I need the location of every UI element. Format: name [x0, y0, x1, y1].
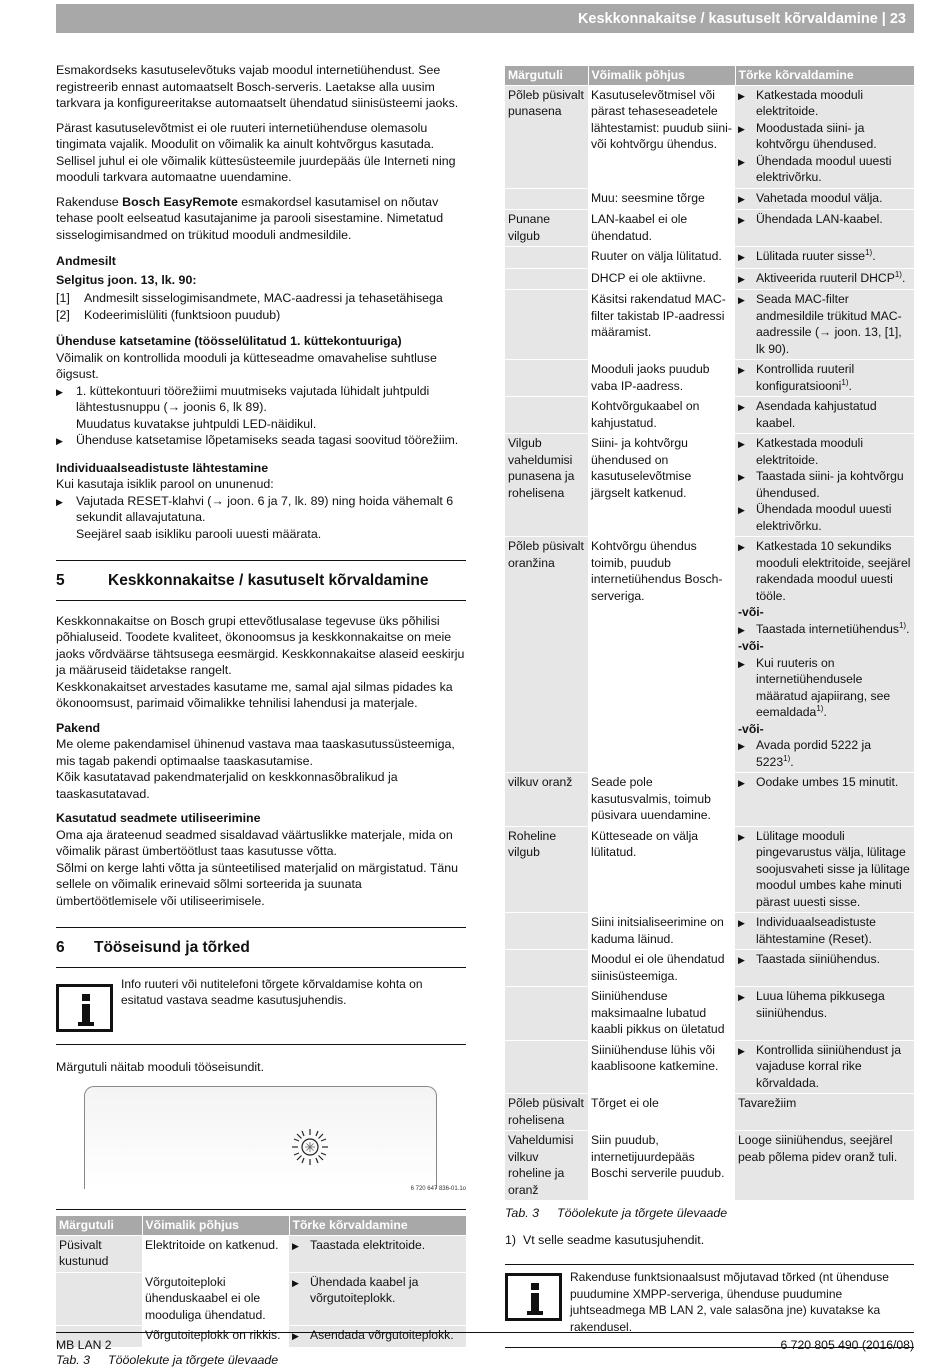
cell-cause: Elektritoide on katkenud.: [142, 1235, 289, 1272]
bullet-triangle-icon: ▶: [292, 1240, 299, 1251]
p3-text-c: esmakordsel kasutamisel on nõutav tehase poolt eelseatud kasutajanime ja parooli sisestamine. Nimetatud sisselogimisandmed on trükitud mooduli andmesildile.: [56, 194, 444, 242]
remedy-text: [756, 398, 911, 431]
table-row: [505, 210, 914, 247]
test-intro: Võimalik on kontrollida mooduli ja kütteseadme omavahelise suhtluse õigsust.: [56, 350, 437, 381]
remedy-text-main: Vahetada moodul välja.: [756, 190, 883, 205]
cell-cause: DHCP ei ole aktiivne.: [588, 268, 735, 290]
cell-cause: Siini- ja kohtvõrgu ühendused on kasutuselevõtmise järgselt katkenud.: [588, 434, 735, 537]
footnote-ref: 1): [894, 269, 902, 279]
or-separator: -või-: [738, 605, 764, 619]
footnote-number: 1): [505, 1232, 517, 1247]
bullet-triangle-icon: ▶: [738, 1045, 745, 1056]
cell-cause: Seade pole kasutusvalmis, toimub püsivara uuendamine.: [588, 773, 735, 827]
remedy-text-main: Katkestada mooduli elektritoide.: [756, 87, 864, 118]
cell-indicator: [505, 913, 588, 950]
caption-text: Tööolekute ja tõrgete ülevaade: [108, 1352, 279, 1367]
footnote-ref: 1): [898, 620, 907, 630]
info-text: Info ruuteri või nutitelefoni tõrgete kõrvaldamise kohta on esitatud vastava seadme kasutusjuhendis.: [121, 976, 423, 1007]
remedy-text: [756, 828, 911, 911]
cell-indicator: [505, 268, 588, 290]
caption-number: Tab. 3: [56, 1352, 90, 1367]
bullet-triangle-icon: ▶: [292, 1331, 299, 1341]
remedy-text-main: Taastada siini- ja kohtvõrgu ühendused.: [756, 469, 904, 500]
bullet-triangle-icon: ▶: [738, 365, 745, 375]
remedy-text: [756, 248, 876, 266]
remedy-text-end: .: [790, 754, 794, 769]
bullet-triangle-icon: ▶: [738, 215, 745, 225]
bullet-triangle-icon: ▶: [738, 439, 745, 449]
figure-code: 6 720 647 836-01.1o: [410, 1185, 466, 1192]
remedy-text: [756, 211, 883, 229]
reset-heading: Individuaalseadistuste lähtestamine: [56, 460, 269, 475]
cell-indicator: Vaheldumisi vilkuv roheline ja oranž: [505, 1131, 588, 1201]
cell-remedy: [735, 826, 914, 913]
section-number: 6: [56, 939, 65, 956]
remedy-text-main: Aktiveerida ruuteril DHCP: [756, 270, 895, 285]
remedy-text-main: Taastada elektritoide.: [310, 1237, 426, 1252]
remedy-text-end: .: [906, 621, 910, 636]
table-row: [505, 268, 914, 290]
remedy-text-main: Ühendada moodul uuesti elektrivõrku.: [756, 153, 892, 184]
cell-cause: Siiniühenduse maksimaalne lubatud kaabli pikkus on ületatud: [588, 987, 735, 1041]
cell-cause: LAN-kaabel ei ole ühendatud.: [588, 210, 735, 247]
remedy-text-main: Seada MAC-filter andmesildile trükitud MAC-aadressile (→ joon. 13, [1], lk 90).: [756, 292, 902, 356]
bullet-triangle-icon: ▶: [738, 542, 745, 552]
bullet-triangle-icon: ▶: [738, 658, 745, 669]
cell-remedy: [735, 268, 914, 290]
remedy-text-main: Katkestada 10 sekundiks mooduli elektritoide, seejärel rakendada moodul uuesti tööle.: [756, 539, 911, 603]
page-header: [56, 4, 914, 33]
remedy-text: [756, 270, 905, 288]
led-figure: [56, 1083, 466, 1197]
cell-remedy: [735, 773, 914, 827]
intro-paragraph-3: [56, 194, 466, 244]
bullet-triangle-icon: ▶: [738, 741, 745, 751]
remedy-text: [756, 468, 911, 501]
bullet-triangle-icon: ▶: [738, 472, 745, 482]
cell-remedy: [289, 1272, 466, 1326]
remedy-text-main: Ühendada kaabel ja võrgutoiteplokk.: [310, 1274, 419, 1305]
right-column: [505, 66, 914, 1362]
remedy-text-main: Oodake umbes 15 minutit.: [756, 775, 899, 789]
remedy-text-main: Ühendada moodul uuesti elektrivõrku.: [756, 502, 892, 533]
cell-indicator: [505, 360, 588, 397]
bullet-triangle-icon: ▶: [738, 273, 745, 284]
remedy-bullet: [738, 988, 911, 1021]
table-row: [505, 1131, 914, 1201]
remedy-text-main: Kui ruuteris on internetiühendusele määratud ajapiirang, see eemaldada: [756, 655, 891, 719]
cell-indicator: [505, 1040, 588, 1094]
remedy-text-main: Lülitage mooduli pingevarustus välja, lülitage soojusvaheti sisse ja lülitage moodul umbes kahe minuti pärast uuesti sisse.: [756, 828, 910, 909]
cell-indicator: [505, 290, 588, 360]
cell-remedy: [735, 1040, 914, 1094]
col-header: Võimalik põhjus: [142, 1216, 289, 1235]
table-row: [505, 434, 914, 537]
pakend-heading: Pakend: [56, 720, 101, 735]
remedy-bullet: [738, 248, 911, 266]
test-bullet-1: [56, 383, 466, 433]
reset-intro: Kui kasutaja isiklik parool on ununenud:: [56, 477, 274, 491]
bullet-text: Vajutada RESET-klahvi (→ joon. 6 ja 7, lk. 89) ning hoida vähemalt 6 sekundit allavajutatuna.: [76, 493, 454, 524]
bullet-text: 1. küttekontuuri töörežiimi muutmiseks vajutada lühidalt juhtpuldi lähtestusnuppu (→ joonis 6, lk 89).: [76, 383, 430, 414]
col-header: Märgutuli: [56, 1216, 142, 1235]
bullet-triangle-icon: ▶: [738, 123, 745, 134]
bullet-triangle-icon: ▶: [738, 918, 745, 928]
remedy-bullet: [738, 398, 911, 431]
legend-text: Andmesilt sisselogimisandmete, MAC-aadressi ja tehasetähisega: [84, 291, 443, 305]
remedy-text-main: Ühendada LAN-kaabel.: [756, 212, 883, 226]
cell-indicator: [56, 1272, 142, 1326]
intro-paragraph-1: Esmakordseks kasutuselevõtuks vajab moodul internetiühendust. See registreerib ennast automaatselt Bosch-serveris. Laetakse alla uusim tarkvara ja konfigureeritakse automaatselt ühendatud siinisüsteemi jaoks.: [56, 63, 459, 110]
bullet-text: Muudatus kuvatakse juhtpuldi LED-näidikul.: [76, 416, 317, 431]
info-icon: [505, 1273, 562, 1321]
table-row: [56, 1272, 466, 1326]
bullet-triangle-icon: ▶: [738, 505, 745, 515]
footnote-ref: 1): [816, 703, 824, 713]
table-row: [505, 987, 914, 1041]
footnote: [505, 1232, 914, 1249]
remedy-text: [756, 153, 911, 186]
reset-bullet: [56, 493, 466, 543]
cell-indicator: Roheline vilgub: [505, 826, 588, 913]
table-row: [505, 360, 914, 397]
remedy-bullet: [738, 468, 911, 501]
col-header: Tõrke kõrvaldamine: [289, 1216, 466, 1235]
test-heading: Ühenduse katsetamine (töösselülitatud 1. küttekontuuriga): [56, 334, 402, 348]
remedy-text-main: Katkestada mooduli elektritoide.: [756, 436, 864, 467]
info-note: [56, 968, 466, 1045]
cell-cause: Tõrget ei ole: [588, 1094, 735, 1131]
remedy-text-main: Kontrollida siiniühendust ja vajaduse korral rike kõrvaldada.: [756, 1042, 901, 1090]
table-row: [505, 397, 914, 434]
pakend-paragraph-2: Kõik kasutatavad pakendmaterjalid on keskkonnasõbralikud ja taaskasutatavad.: [56, 770, 398, 801]
table-row: [505, 1040, 914, 1094]
remedy-text-main: Taastada siiniühendus.: [756, 952, 880, 966]
util-paragraph-1: Oma aja ärateenud seadmed sisaldavad väärtuslikke materjale, mida on võimalik pärast ümbertöötlust taas kasutusse võtta.: [56, 827, 453, 858]
cell-remedy: [735, 434, 914, 537]
bullet-triangle-icon: ▶: [738, 295, 745, 305]
remedy-bullet: [738, 538, 911, 604]
remedy-text-end: .: [901, 270, 906, 285]
remedy-bullet: [738, 621, 911, 639]
or-separator: -või-: [738, 721, 764, 736]
section-6-heading: [56, 927, 466, 968]
p3-text-a: Rakenduse: [56, 194, 123, 209]
remedy-bullet: [738, 655, 911, 721]
cell-indicator: [505, 987, 588, 1041]
left-column: [56, 62, 466, 1368]
cell-remedy: [735, 1131, 914, 1201]
remedy-text: [756, 361, 911, 394]
cell-cause: Siini initsialiseerimine on kaduma läinud.: [588, 913, 735, 950]
remedy-bullet: [738, 737, 911, 770]
legend-num: [2]: [56, 307, 70, 322]
legend-item: [56, 307, 466, 324]
remedy-text: [310, 1274, 463, 1307]
remedy-bullet: [738, 291, 911, 357]
cell-indicator: [505, 950, 588, 987]
bullet-triangle-icon: ▶: [738, 252, 745, 262]
remedy-text-main: Kontrollida ruuteril konfiguratsiooni: [756, 362, 855, 393]
remedy-bullet: [738, 211, 911, 229]
remedy-bullet: [292, 1237, 463, 1255]
module-outline: [84, 1086, 437, 1189]
cell-remedy: [735, 987, 914, 1041]
cell-indicator: Põleb püsivalt rohelisena: [505, 1094, 588, 1131]
bullet-triangle-icon: ▶: [738, 90, 745, 101]
remedy-text: [756, 120, 911, 153]
selgitus-heading: Selgitus joon. 13, lk. 90:: [56, 272, 197, 287]
table-row: [505, 826, 914, 913]
caption-text: Tööolekute ja tõrgete ülevaade: [557, 1206, 728, 1220]
remedy-text: [756, 190, 882, 208]
cell-indicator: [505, 188, 588, 210]
table-caption: [505, 1205, 914, 1222]
cell-cause: Ruuter on välja lülitatud.: [588, 247, 735, 269]
test-bullet-2: [56, 432, 466, 450]
remedy-text-main: Luua lühema pikkusega siiniühendus.: [756, 989, 885, 1020]
cell-indicator: Püsivalt kustunud: [56, 1235, 142, 1272]
footnote-text: Vt selle seadme kasutusjuhendit.: [523, 1232, 705, 1247]
cell-cause: Võrgutoiteplokk on rikkis.: [142, 1326, 289, 1347]
table-row: [505, 773, 914, 827]
cell-cause: Võrgutoiteploki ühenduskaabel ei ole mooduliga ühendatud.: [142, 1272, 289, 1326]
table-row: [505, 85, 914, 188]
table-row: [505, 247, 914, 269]
remedy-bullet: [738, 361, 911, 394]
bullet-triangle-icon: ▶: [56, 496, 63, 507]
section-title: Keskkonnakaitse / kasutuselt kõrvaldamine: [108, 572, 429, 589]
bullet-triangle-icon: ▶: [738, 402, 745, 412]
cell-remedy: [735, 537, 914, 773]
cell-remedy: [735, 397, 914, 434]
cell-remedy: [735, 360, 914, 397]
cell-indicator: Punane vilgub: [505, 210, 588, 247]
cell-remedy: [289, 1235, 466, 1272]
remedy-text-main: Asendada kahjustatud kaabel.: [756, 399, 877, 430]
remedy-bullet: [738, 501, 911, 534]
cell-indicator: Põleb püsivalt punasena: [505, 85, 588, 188]
table-row: [505, 950, 914, 987]
remedy-bullet: [738, 190, 911, 208]
legend-num: [1]: [56, 291, 70, 305]
cell-remedy: [735, 913, 914, 950]
or-separator: -või-: [738, 639, 764, 653]
cell-cause: Käsitsi rakendatud MAC-filter takistab IP-aadressi määramist.: [588, 290, 735, 360]
remedy-text: [756, 291, 911, 357]
pakend-paragraph-1: Me oleme pakendamisel ühinenud vastava maa taaskasutussüsteemiga, mis tagab pakendi optimaalse taaskasutamise.: [56, 737, 455, 768]
remedy-text: [756, 501, 911, 534]
remedy-bullet: [738, 828, 911, 911]
cell-cause: Kohtvõrgukaabel on kahjustatud.: [588, 397, 735, 434]
cell-remedy: [735, 188, 914, 210]
section-number: 5: [56, 572, 65, 589]
bullet-triangle-icon: ▶: [738, 955, 745, 965]
bullet-triangle-icon: ▶: [738, 156, 745, 167]
remedy-bullet: [738, 1042, 911, 1092]
led-sun-icon: [290, 1127, 330, 1167]
remedy-text-end: .: [848, 378, 852, 393]
remedy-text: [756, 538, 911, 604]
section-title: Tööseisund ja tõrked: [94, 939, 250, 956]
bullet-triangle-icon: ▶: [738, 831, 745, 842]
bullet-triangle-icon: ▶: [738, 624, 745, 635]
cell-cause: Kasutuselevõtmisel või pärast tehaseseadetele lähtestamist: puudub siini- või kohtvõrgu ühendus.: [588, 85, 735, 188]
bullet-text: Ühenduse katsetamise lõpetamiseks seada tagasi soovitud töörežiim.: [76, 433, 459, 447]
remedy-text: [310, 1237, 425, 1255]
cell-remedy: [735, 210, 914, 247]
footer-product: MB LAN 2: [56, 1338, 112, 1352]
cell-cause: Mooduli jaoks puudub vaba IP-aadress.: [588, 360, 735, 397]
bullet-triangle-icon: ▶: [738, 992, 745, 1002]
cell-remedy: [735, 247, 914, 269]
util-heading: Kasutatud seadmete utiliseerimine: [56, 811, 261, 825]
table-row: [505, 537, 914, 773]
table-caption: [56, 1352, 466, 1369]
footnote-ref: 1): [783, 753, 791, 763]
remedy-bullet: [738, 774, 911, 792]
legend-text: Kodeerimislüliti (funktsioon puudub): [84, 307, 281, 322]
remedy-text: Looge siiniühendus, seejärel peab põlema pidev oranž tuli.: [738, 1133, 898, 1164]
bullet-triangle-icon: ▶: [738, 193, 745, 204]
remedy-text: Tavarežiim: [738, 1096, 797, 1110]
col-header: Võimalik põhjus: [588, 66, 735, 85]
remedy-text-main: Taastada internetiühendus: [756, 621, 899, 636]
cell-indicator: vilkuv oranž: [505, 773, 588, 827]
footer-doc-number: 6 720 805 490 (2016/08): [780, 1338, 914, 1352]
intro-paragraph-2: Pärast kasutuselevõtmist ei ole ruuteri internetiühenduse olemasolu tingimata vajalik. Moodulit on võimalik ka ainult kohtvõrgus kasutada. Sellisel juhul ei ole võimalik küttesüsteemile juurdepääs üle Interneti ning mooduli tarkvara automaatne uuendamine.: [56, 120, 456, 184]
section-5-heading: [56, 560, 466, 601]
andmesilt-heading: Andmesilt: [56, 254, 116, 268]
table-row: [56, 1235, 466, 1272]
remedy-text: [756, 951, 880, 969]
table-row: [505, 913, 914, 950]
cell-remedy: [735, 290, 914, 360]
remedy-text: [756, 774, 898, 792]
remedy-text: [756, 1042, 911, 1092]
remedy-bullet: [738, 951, 911, 969]
remedy-text-main: Lülitada ruuter sisse: [756, 249, 866, 263]
cell-cause: Kütteseade on välja lülitatud.: [588, 826, 735, 913]
remedy-text-main: Avada pordid 5222 ja 5223: [756, 738, 871, 769]
remedy-bullet: [738, 153, 911, 186]
status-table-part-2: [505, 66, 914, 1200]
footnote-ref: 1): [865, 247, 873, 257]
remedy-text-main: Individuaalseadistuste lähtestamine (Reset).: [756, 915, 876, 946]
remedy-text-end: .: [823, 705, 827, 719]
remedy-text-main: Moodustada siini- ja kohtvõrgu ühendused.: [756, 120, 877, 151]
col-header: Märgutuli: [505, 66, 588, 85]
remedy-bullet: [292, 1274, 463, 1307]
table-row: [505, 1094, 914, 1131]
s5-paragraph-2: Keskkonakaitset arvestades kasutame me, samal ajal silmas pidades ka ökonoomsust, parimaid võimalikke tehnilisi lahendusi ja materjale.: [56, 679, 453, 710]
margutuli-intro: Märgutuli näitab mooduli tööseisundit.: [56, 1059, 265, 1074]
s5-paragraph-1: Keskkonnakaitse on Bosch grupi ettevõtlusalase tegevuse üks põhilisi põhialuseid. Toodete kvaliteet, ökonoomsus ja keskkonnakaitse on meie jaoks võrdväärse tähtsusega eesmärgid. Keskkonnakaitse alaseid eeskirju ja määruseid täidetakse rangelt.: [56, 613, 465, 677]
cell-cause: Siin puudub, internetijuurdepääs Boschi serverile puudub.: [588, 1131, 735, 1201]
cell-indicator: Põleb püsivalt oranžina: [505, 537, 588, 773]
remedy-text-end: .: [872, 249, 876, 263]
cell-indicator: Vilgub vaheldumisi punasena ja rohelisena: [505, 434, 588, 537]
remedy-text-main: Asendada võrgutoiteplokk.: [310, 1328, 454, 1342]
remedy-bullet: [738, 87, 911, 120]
col-header: Tõrke kõrvaldamine: [735, 66, 914, 85]
remedy-text: [756, 737, 911, 770]
cell-indicator: [505, 397, 588, 434]
cell-cause: Siiniühenduse lühis või kaablisoone katkemine.: [588, 1040, 735, 1094]
info-icon: [56, 984, 113, 1032]
bullet-triangle-icon: ▶: [738, 778, 745, 788]
remedy-bullet: [738, 120, 911, 153]
cell-cause: Moodul ei ole ühendatud siinisüsteemiga.: [588, 950, 735, 987]
footnote-ref: 1): [841, 377, 849, 387]
bullet-text: Seejärel saab isikliku parooli uuesti määrata.: [76, 526, 322, 541]
remedy-text: [756, 435, 911, 468]
cell-remedy: [735, 85, 914, 188]
bullet-triangle-icon: ▶: [56, 436, 63, 446]
page-footer: [56, 1332, 914, 1354]
table-row: [505, 188, 914, 210]
remedy-text: [756, 87, 911, 120]
remedy-bullet: [738, 914, 911, 947]
remedy-text: [756, 914, 911, 947]
remedy-text: [756, 988, 911, 1021]
header-title: Keskkonnakaitse / kasutuselt kõrvaldamine | 23: [577, 11, 906, 27]
cell-cause: Muu: seesmine tõrge: [588, 188, 735, 210]
bullet-triangle-icon: ▶: [292, 1277, 299, 1288]
cell-indicator: [505, 247, 588, 269]
legend-item: [56, 290, 466, 307]
info-text: Rakenduse funktsionaalsust mõjutavad tõrked (nt ühenduse puudumine XMPP-serveriga, ühenduse puudumine juhtseadmega MB LAN 2, vale salasõna jne) kuvatakse ka rakendusel.: [570, 1270, 889, 1334]
cell-remedy: [735, 950, 914, 987]
remedy-text: [756, 655, 911, 721]
status-table-part-1: [56, 1216, 466, 1347]
remedy-bullet: [738, 435, 911, 468]
cell-remedy: [735, 1094, 914, 1131]
util-paragraph-2: Sõlmi on kerge lahti võtta ja sünteetilised materjalid on märgistatud. Tänu sellele on võimalik erinevaid sõlmi sorteerida ja suunata ümbertöötlemisele või utiliseerimisele.: [56, 860, 458, 908]
table-row: [505, 290, 914, 360]
remedy-bullet: [738, 270, 911, 288]
app-name: Bosch EasyRemote: [122, 194, 238, 209]
remedy-text: [756, 621, 910, 639]
caption-number: Tab. 3: [505, 1206, 539, 1220]
cell-cause: Kohtvõrgu ühendus toimib, puudub internetiühendus Bosch-serveriga.: [588, 537, 735, 773]
bullet-triangle-icon: ▶: [56, 386, 63, 397]
